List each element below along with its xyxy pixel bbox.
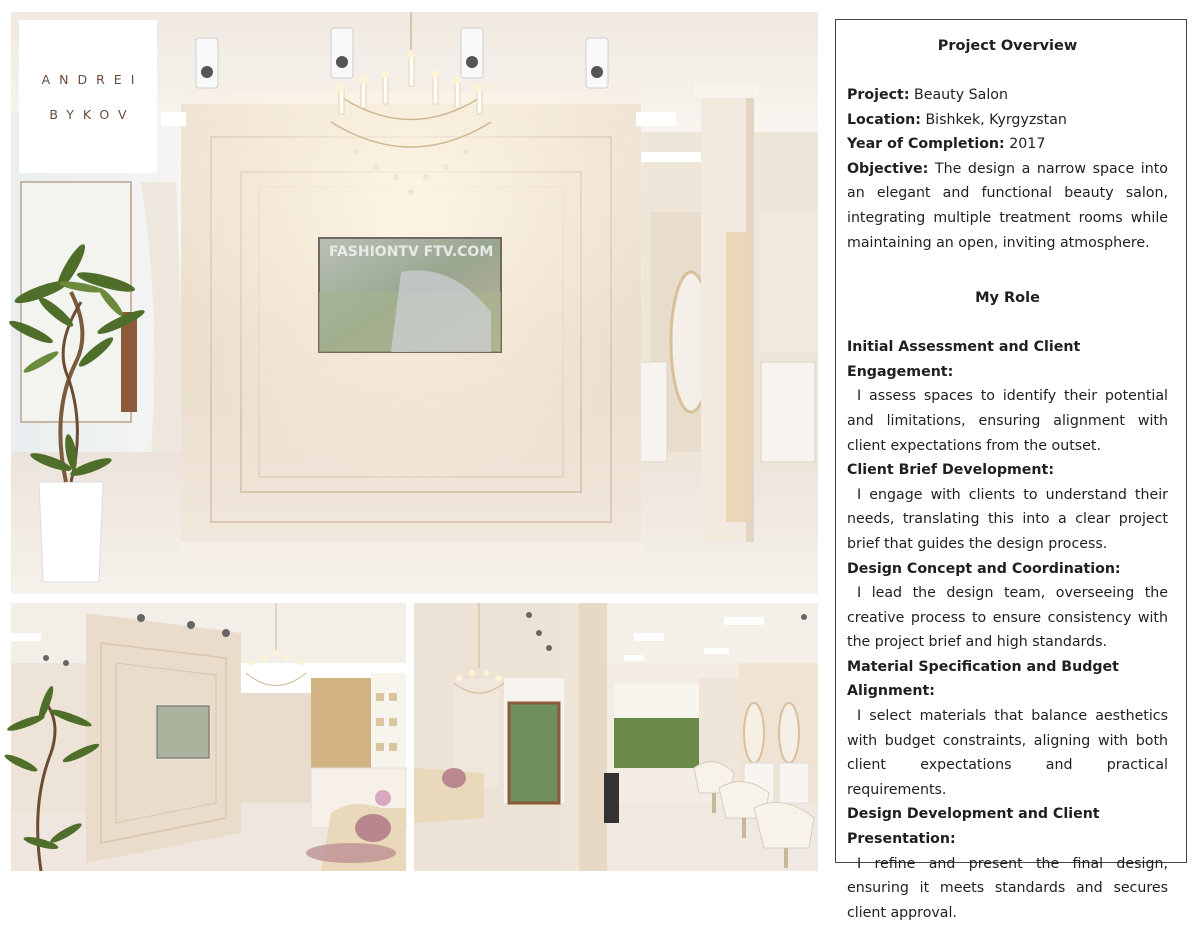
role-section-body: I assess spaces to identify their potential and limitations, ensuring alignment with client expectations from the outset. (847, 388, 1168, 454)
role-section (847, 557, 1168, 655)
location-value: Bishkek, Kyrgyzstan (925, 111, 1067, 128)
objective-field (847, 157, 1168, 255)
year-label: Year of Completion: (847, 136, 1005, 153)
objective-value: The design a narrow space into an elegant and functional beauty salon, integrating multiple treatment rooms while maintaining an open, inviting atmosphere. (847, 160, 1168, 251)
location-field (847, 108, 1168, 133)
tv-screen-text: FASHIONTV FTV.COM (329, 244, 494, 260)
role-section-body: I select materials that balance aesthetics with budget constraints, aligning with both client expectations and practical requirements. (847, 708, 1168, 798)
overview-heading: Project Overview (937, 38, 1078, 54)
project-info-panel (835, 19, 1187, 921)
role-section (847, 458, 1168, 556)
role-section-body: I engage with clients to understand their needs, translating this into a clear project brief that guides the design process. (847, 486, 1168, 552)
role-section-title: Design Concept and Coordination: (847, 560, 1121, 577)
overview-details (847, 83, 1168, 255)
role-section (847, 655, 1168, 803)
project-label: Project: (847, 87, 910, 103)
role-section-title: Material Specification and Budget Alignment: (847, 658, 1119, 700)
role-section-title: Client Brief Development: (847, 462, 1054, 479)
logo-first-name: ANDREI (41, 71, 144, 87)
role-section-title: Design Development and Client Presentation: (847, 806, 1100, 848)
location-label: Location: (847, 111, 921, 128)
year-field (847, 132, 1168, 157)
role-section (847, 802, 1168, 925)
role-heading: My Role (975, 290, 1040, 307)
logo-card (19, 20, 157, 173)
logo-last-name: BYKOV (49, 106, 136, 122)
role-section-title: Initial Assessment and Client Engagement: (847, 339, 1081, 380)
role-section-body: I refine and present the final design, ensuring it meets standards and secures client approval. (847, 855, 1168, 921)
role-sections (847, 335, 1168, 925)
salon-styling-area-photo (414, 603, 818, 871)
project-field (847, 83, 1168, 108)
role-section (847, 335, 1168, 458)
year-value: 2017 (1009, 136, 1046, 153)
project-value: Beauty Salon (914, 87, 1008, 103)
role-section-body: I lead the design team, overseeing the creative process to ensure consistency with the project brief and high standards. (847, 585, 1168, 651)
objective-label: Objective: (847, 160, 929, 177)
salon-reception-photo (11, 603, 406, 871)
